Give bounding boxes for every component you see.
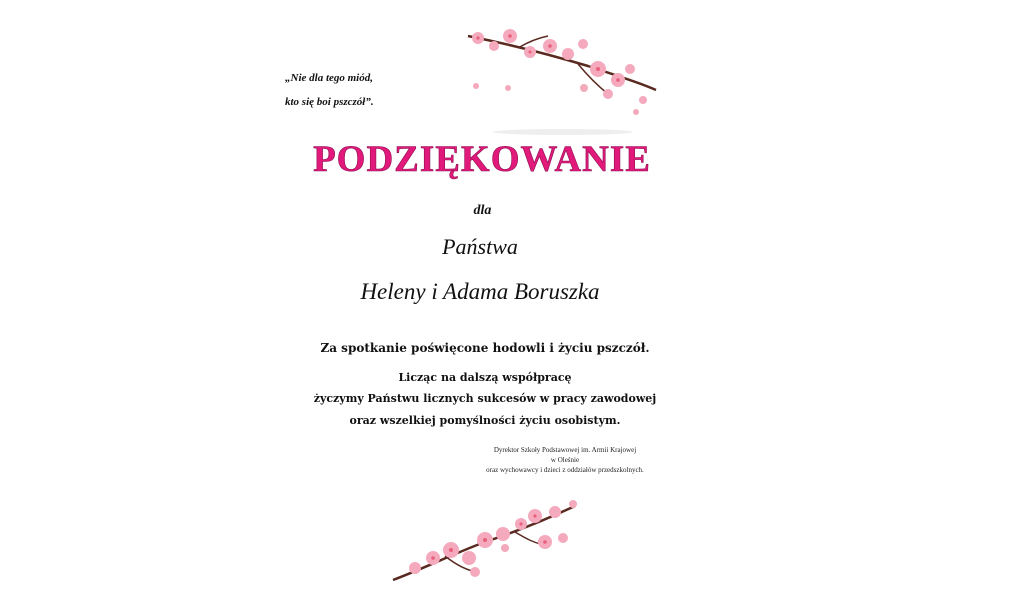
motto-line-2: kto się boi pszczół”. <box>285 96 374 108</box>
recipient-honorific: Państwa <box>442 234 518 259</box>
body-line-2: Licząc na dalszą współpracę <box>398 371 572 384</box>
motto-line-1: „Nie dla tego miód, <box>285 72 373 84</box>
cherry-blossom-branch-top <box>458 24 663 136</box>
recipient-names: Heleny i Adama Boruszka <box>360 279 600 304</box>
body-line-3: życzymy Państwu licznych sukcesów w pracy zawodowej <box>313 392 657 405</box>
signature-block <box>440 445 690 475</box>
signature-line-3: oraz wychowawcy i dzieci z oddziałów przedszkolnych. <box>486 466 644 474</box>
for-label: dla <box>473 203 492 218</box>
signature-line-2: w Oleśnie <box>550 456 580 464</box>
motto <box>285 66 425 114</box>
signature-line-1: Dyrektor Szkoły Podstawowej im. Armii Krajowej <box>493 446 637 454</box>
body-line-4: oraz wszelkiej pomyślności życiu osobistym. <box>349 414 621 427</box>
certificate-title: PODZIĘKOWANIE <box>313 139 651 180</box>
body-line-1: Za spotkanie poświęcone hodowli i życiu pszczół. <box>320 341 650 355</box>
cherry-blossom-branch-bottom <box>385 498 585 588</box>
